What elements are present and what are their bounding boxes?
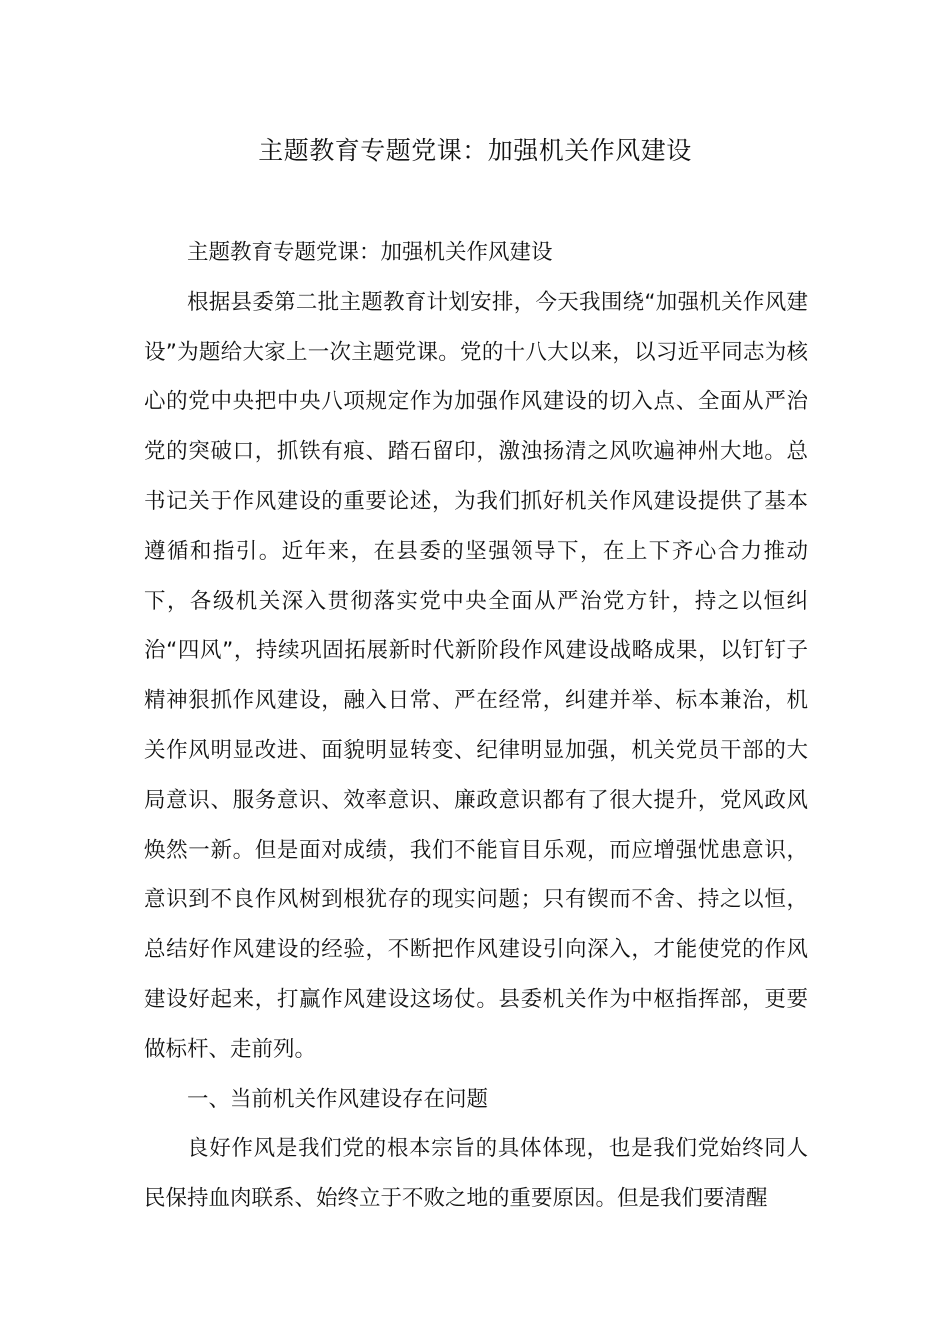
- paragraph-section-1: 良好作风是我们党的根本宗旨的具体体现，也是我们党始终同人民保持血肉联系、始终立于不败之地的重要原因。但是我们要清醒: [144, 1136, 808, 1212]
- document-title: 主题教育专题党课：加强机关作风建设: [258, 136, 692, 165]
- paragraph-subtitle: 主题教育专题党课：加强机关作风建设: [187, 240, 553, 265]
- section-heading-1: 一、当前机关作风建设存在问题: [187, 1086, 489, 1112]
- paragraph-intro: 根据县委第二批主题教育计划安排，今天我围绕“加强机关作风建设”为题给大家上一次主题党课。党的十八大以来，以习近平同志为核心的党中央把中央八项规定作为加强作风建设的切入点、全面从严治党的突破口，抓铁有痕、踏石留印，激浊扬清之风吹遍神州大地。总书记关于作风建设的重要论述，为我们抓好机关作风建设提供了基本遵循和指引。近年来，在县委的坚强领导下，在上下齐心合力推动下，各级机关深入贯彻落实党中央全面从严治党方针，持之以恒纠治“四风”，持续巩固拓展新时代新阶段作风建设战略成果，以钉钉子精神狠抓作风建设，融入日常、严在经常，纠建并举、标本兼治，机关作风明显改进、面貌明显转变、纪律明显加强，机关党员干部的大局意识、服务意识、效率意识、廉政意识都有了很大提升，党风政风焕然一新。但是面对成绩，我们不能盲目乐观，而应增强忧患意识，意识到不良作风树到根犹存的现实问题；只有锲而不舍、持之以恒，总结好作风建设的经验，不断把作风建设引向深入，才能使党的作风建设好起来，打赢作风建设这场仗。县委机关作为中枢指挥部，更要做标杆、走前列。: [144, 289, 808, 1062]
- document-body: [144, 228, 808, 1224]
